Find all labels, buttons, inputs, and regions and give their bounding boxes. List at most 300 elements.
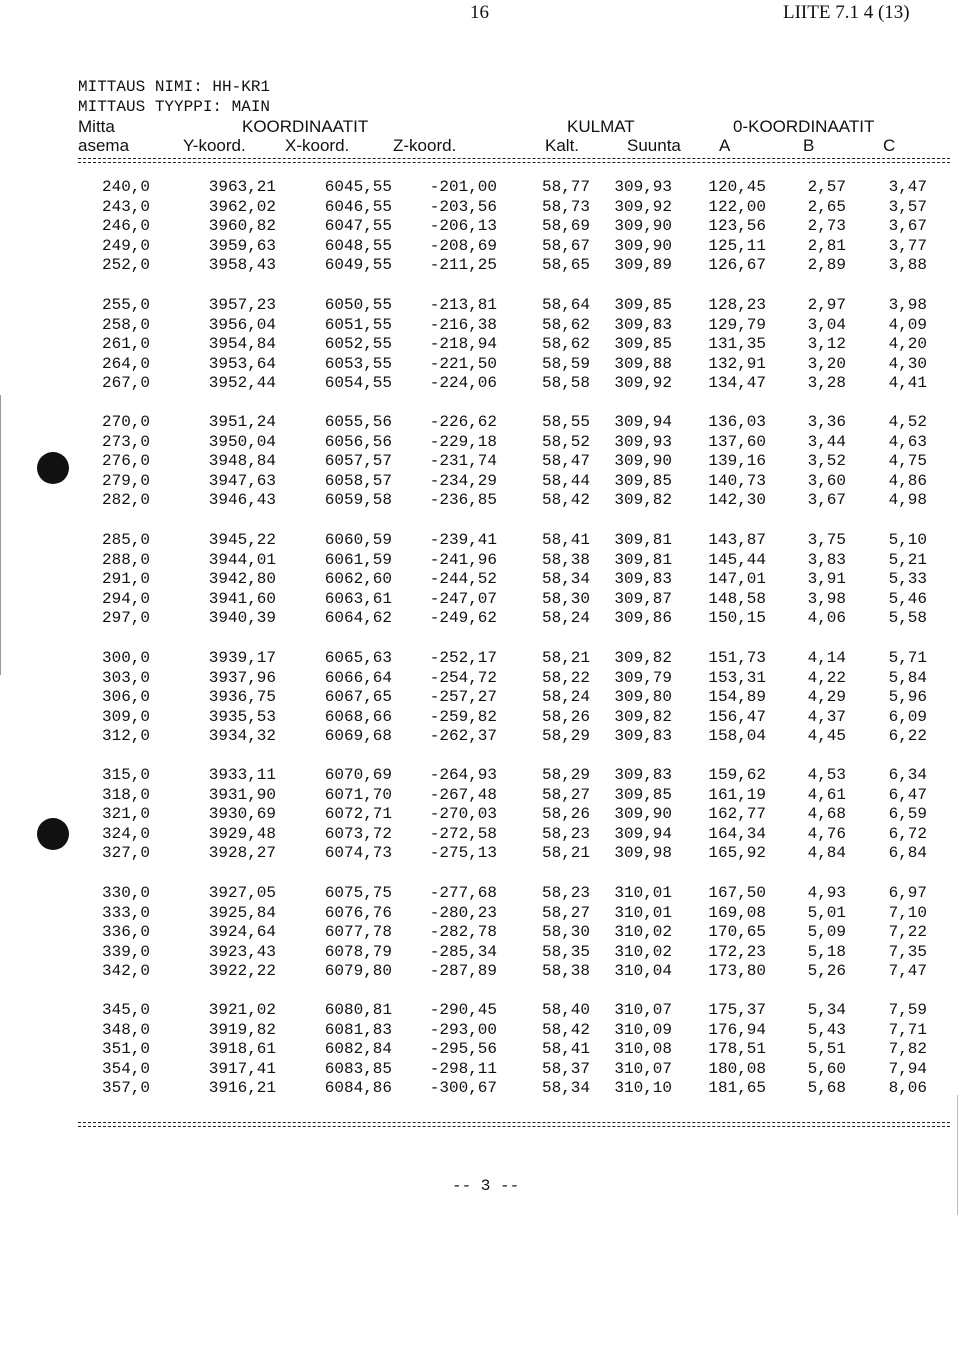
- cell-ykoord: 3953,64: [208, 354, 276, 373]
- cell-coord-a: 176,94: [708, 1020, 766, 1039]
- cell-xkoord: 6053,55: [324, 354, 392, 373]
- cell-asema: 303,0: [101, 668, 150, 687]
- cell-suunta: 309,90: [614, 217, 672, 236]
- cell-suunta: 310,08: [614, 1040, 672, 1059]
- col-head-mitta: Mitta: [78, 117, 115, 136]
- cell-asema: 240,0: [101, 178, 150, 196]
- cell-coord-b: 4,06: [807, 609, 846, 628]
- page-number: 16: [470, 2, 489, 23]
- cell-suunta: 309,93: [614, 178, 672, 196]
- cell-coord-a: 142,30: [708, 491, 766, 510]
- cell-zkoord: -244,52: [429, 570, 497, 589]
- cell-coord-a: 137,60: [708, 432, 766, 451]
- cell-xkoord: 6080,81: [324, 1001, 392, 1019]
- cell-coord-b: 4,22: [807, 668, 846, 687]
- cell-suunta: 309,82: [614, 649, 672, 667]
- cell-ykoord: 3923,43: [208, 942, 276, 961]
- cell-coord-b: 2,65: [807, 197, 846, 216]
- cell-suunta: 310,02: [614, 942, 672, 961]
- cell-coord-c: 4,41: [888, 374, 927, 393]
- cell-asema: 288,0: [101, 550, 150, 569]
- cell-xkoord: 6048,55: [324, 236, 392, 255]
- cell-coord-c: 6,34: [888, 766, 927, 784]
- cell-coord-a: 162,77: [708, 805, 766, 824]
- cell-kalt: 58,52: [541, 432, 590, 451]
- cell-suunta: 309,94: [614, 824, 672, 843]
- cell-zkoord: -264,93: [429, 766, 497, 784]
- cell-coord-b: 3,36: [807, 413, 846, 431]
- cell-xkoord: 6072,71: [324, 805, 392, 824]
- footer-page-label: -- 3 --: [452, 1177, 520, 1195]
- cell-kalt: 58,38: [541, 550, 590, 569]
- cell-zkoord: -275,13: [429, 844, 497, 863]
- cell-kalt: 58,64: [541, 296, 590, 314]
- appendix-label: LIITE 7.1 4 (13): [783, 2, 910, 23]
- cell-suunta: 309,83: [614, 766, 672, 784]
- cell-asema: 246,0: [101, 217, 150, 236]
- cell-coord-a: 136,03: [708, 413, 766, 431]
- cell-coord-b: 4,84: [807, 844, 846, 863]
- cell-coord-c: 7,47: [888, 962, 927, 981]
- cell-zkoord: -239,41: [429, 531, 497, 549]
- cell-ykoord: 3962,02: [208, 197, 276, 216]
- cell-coord-c: 5,21: [888, 550, 927, 569]
- cell-zkoord: -231,74: [429, 452, 497, 471]
- cell-coord-c: 4,30: [888, 354, 927, 373]
- cell-coord-a: 178,51: [708, 1040, 766, 1059]
- cell-ykoord: 3937,96: [208, 668, 276, 687]
- cell-ykoord: 3959,63: [208, 236, 276, 255]
- cell-zkoord: -241,96: [429, 550, 497, 569]
- cell-coord-b: 5,34: [807, 1001, 846, 1019]
- cell-xkoord: 6050,55: [324, 296, 392, 314]
- cell-suunta: 309,85: [614, 335, 672, 354]
- cell-suunta: 310,09: [614, 1020, 672, 1039]
- cell-zkoord: -285,34: [429, 942, 497, 961]
- cell-coord-b: 4,37: [807, 707, 846, 726]
- cell-suunta: 310,07: [614, 1059, 672, 1078]
- cell-coord-b: 4,76: [807, 824, 846, 843]
- cell-coord-b: 3,04: [807, 315, 846, 334]
- cell-asema: 279,0: [101, 471, 150, 490]
- cell-ykoord: 3935,53: [208, 707, 276, 726]
- cell-kalt: 58,34: [541, 570, 590, 589]
- cell-coord-b: 3,12: [807, 335, 846, 354]
- cell-coord-c: 7,94: [888, 1059, 927, 1078]
- cell-asema: 318,0: [101, 785, 150, 804]
- cell-coord-c: 7,59: [888, 1001, 927, 1019]
- cell-suunta: 309,83: [614, 315, 672, 334]
- cell-xkoord: 6063,61: [324, 589, 392, 608]
- cell-ykoord: 3919,82: [208, 1020, 276, 1039]
- cell-xkoord: 6074,73: [324, 844, 392, 863]
- footer-rule: [78, 1122, 950, 1127]
- col-head-xkoord: X-koord.: [285, 136, 350, 155]
- cell-ykoord: 3939,17: [208, 649, 276, 667]
- cell-coord-c: 3,77: [888, 236, 927, 255]
- cell-coord-a: 125,11: [708, 236, 766, 255]
- col-head-zkoord: Z-koord.: [393, 136, 457, 155]
- cell-asema: 330,0: [101, 884, 150, 902]
- cell-suunta: 309,90: [614, 236, 672, 255]
- cell-coord-c: 4,63: [888, 432, 927, 451]
- cell-kalt: 58,34: [541, 1079, 590, 1098]
- cell-ykoord: 3929,48: [208, 824, 276, 843]
- cell-coord-a: 153,31: [708, 668, 766, 687]
- cell-coord-c: 6,97: [888, 884, 927, 902]
- cell-coord-b: 5,60: [807, 1059, 846, 1078]
- cell-kalt: 58,40: [541, 1001, 590, 1019]
- cell-asema: 282,0: [101, 491, 150, 510]
- cell-xkoord: 6070,69: [324, 766, 392, 784]
- cell-coord-c: 6,59: [888, 805, 927, 824]
- cell-coord-c: 6,09: [888, 707, 927, 726]
- cell-coord-c: 5,96: [888, 688, 927, 707]
- cell-coord-c: 7,35: [888, 942, 927, 961]
- cell-zkoord: -282,78: [429, 923, 497, 942]
- cell-asema: 321,0: [101, 805, 150, 824]
- cell-asema: 306,0: [101, 688, 150, 707]
- cell-suunta: 310,01: [614, 903, 672, 922]
- cell-kalt: 58,73: [541, 197, 590, 216]
- cell-kalt: 58,27: [541, 785, 590, 804]
- cell-kalt: 58,58: [541, 374, 590, 393]
- cell-asema: 324,0: [101, 824, 150, 843]
- cell-xkoord: 6073,72: [324, 824, 392, 843]
- col-head-suunta: Suunta: [627, 136, 681, 155]
- cell-coord-c: 5,71: [888, 649, 927, 667]
- cell-coord-b: 5,51: [807, 1040, 846, 1059]
- cell-coord-b: 2,89: [807, 256, 846, 275]
- cell-suunta: 310,10: [614, 1079, 672, 1098]
- cell-coord-a: 147,01: [708, 570, 766, 589]
- cell-coord-c: 6,72: [888, 824, 927, 843]
- cell-asema: 276,0: [101, 452, 150, 471]
- cell-kalt: 58,67: [541, 236, 590, 255]
- cell-zkoord: -226,62: [429, 413, 497, 431]
- cell-coord-a: 175,37: [708, 1001, 766, 1019]
- cell-coord-b: 4,61: [807, 785, 846, 804]
- cell-suunta: 309,82: [614, 707, 672, 726]
- cell-coord-a: 140,73: [708, 471, 766, 490]
- cell-coord-c: 3,57: [888, 197, 927, 216]
- cell-ykoord: 3947,63: [208, 471, 276, 490]
- cell-kalt: 58,41: [541, 1040, 590, 1059]
- cell-asema: 249,0: [101, 236, 150, 255]
- binder-hole-bottom: [37, 818, 69, 850]
- cell-coord-b: 5,43: [807, 1020, 846, 1039]
- cell-asema: 273,0: [101, 432, 150, 451]
- cell-zkoord: -270,03: [429, 805, 497, 824]
- col-head-b: B: [803, 136, 815, 155]
- cell-xkoord: 6049,55: [324, 256, 392, 275]
- cell-suunta: 310,01: [614, 884, 672, 902]
- cell-kalt: 58,30: [541, 923, 590, 942]
- cell-xkoord: 6061,59: [324, 550, 392, 569]
- cell-coord-b: 3,83: [807, 550, 846, 569]
- cell-xkoord: 6056,56: [324, 432, 392, 451]
- cell-xkoord: 6045,55: [324, 178, 392, 196]
- cell-zkoord: -293,00: [429, 1020, 497, 1039]
- cell-coord-a: 148,58: [708, 589, 766, 608]
- cell-zkoord: -218,94: [429, 335, 497, 354]
- cell-zkoord: -254,72: [429, 668, 497, 687]
- cell-kalt: 58,29: [541, 727, 590, 746]
- cell-kalt: 58,26: [541, 707, 590, 726]
- cell-zkoord: -224,06: [429, 374, 497, 393]
- cell-xkoord: 6057,57: [324, 452, 392, 471]
- cell-coord-c: 7,10: [888, 903, 927, 922]
- scan-edge-right: [957, 1095, 958, 1215]
- cell-suunta: 309,82: [614, 491, 672, 510]
- header-rule: [78, 158, 950, 163]
- cell-ykoord: 3916,21: [208, 1079, 276, 1098]
- col-head-ykoord: Y-koord.: [183, 136, 246, 155]
- cell-ykoord: 3918,61: [208, 1040, 276, 1059]
- cell-coord-c: 6,47: [888, 785, 927, 804]
- cell-kalt: 58,42: [541, 1020, 590, 1039]
- cell-coord-b: 4,29: [807, 688, 846, 707]
- cell-suunta: 310,04: [614, 962, 672, 981]
- cell-ykoord: 3960,82: [208, 217, 276, 236]
- cell-zkoord: -221,50: [429, 354, 497, 373]
- cell-ykoord: 3928,27: [208, 844, 276, 863]
- cell-asema: 309,0: [101, 707, 150, 726]
- cell-coord-b: 3,91: [807, 570, 846, 589]
- cell-xkoord: 6077,78: [324, 923, 392, 942]
- cell-coord-c: 4,75: [888, 452, 927, 471]
- cell-xkoord: 6084,86: [324, 1079, 392, 1098]
- cell-suunta: 309,85: [614, 296, 672, 314]
- cell-xkoord: 6078,79: [324, 942, 392, 961]
- cell-kalt: 58,23: [541, 884, 590, 902]
- cell-ykoord: 3921,02: [208, 1001, 276, 1019]
- cell-zkoord: -298,11: [429, 1059, 497, 1078]
- cell-ykoord: 3936,75: [208, 688, 276, 707]
- cell-xkoord: 6064,62: [324, 609, 392, 628]
- cell-coord-a: 172,23: [708, 942, 766, 961]
- cell-xkoord: 6052,55: [324, 335, 392, 354]
- cell-kalt: 58,41: [541, 531, 590, 549]
- cell-coord-c: 7,71: [888, 1020, 927, 1039]
- cell-coord-b: 4,45: [807, 727, 846, 746]
- cell-ykoord: 3917,41: [208, 1059, 276, 1078]
- cell-ykoord: 3963,21: [208, 178, 276, 196]
- cell-kalt: 58,42: [541, 491, 590, 510]
- cell-ykoord: 3944,01: [208, 550, 276, 569]
- cell-suunta: 309,93: [614, 432, 672, 451]
- cell-suunta: 310,07: [614, 1001, 672, 1019]
- cell-suunta: 309,92: [614, 197, 672, 216]
- cell-coord-c: 3,98: [888, 296, 927, 314]
- cell-coord-c: 8,06: [888, 1079, 927, 1098]
- cell-suunta: 309,85: [614, 785, 672, 804]
- cell-ykoord: 3958,43: [208, 256, 276, 275]
- cell-xkoord: 6054,55: [324, 374, 392, 393]
- cell-kalt: 58,37: [541, 1059, 590, 1078]
- cell-asema: 300,0: [101, 649, 150, 667]
- cell-asema: 270,0: [101, 413, 150, 431]
- cell-coord-a: 132,91: [708, 354, 766, 373]
- cell-coord-a: 156,47: [708, 707, 766, 726]
- measurement-name: MITTAUS NIMI: HH-KR1: [78, 78, 271, 96]
- cell-coord-a: 173,80: [708, 962, 766, 981]
- cell-xkoord: 6047,55: [324, 217, 392, 236]
- cell-ykoord: 3951,24: [208, 413, 276, 431]
- cell-zkoord: -211,25: [429, 256, 497, 275]
- cell-suunta: 309,92: [614, 374, 672, 393]
- cell-suunta: 309,83: [614, 727, 672, 746]
- cell-coord-b: 5,26: [807, 962, 846, 981]
- cell-ykoord: 3931,90: [208, 785, 276, 804]
- cell-kalt: 58,21: [541, 649, 590, 667]
- cell-xkoord: 6062,60: [324, 570, 392, 589]
- cell-coord-c: 4,20: [888, 335, 927, 354]
- cell-asema: 252,0: [101, 256, 150, 275]
- cell-coord-a: 158,04: [708, 727, 766, 746]
- cell-suunta: 309,98: [614, 844, 672, 863]
- cell-asema: 327,0: [101, 844, 150, 863]
- cell-zkoord: -277,68: [429, 884, 497, 902]
- cell-zkoord: -203,56: [429, 197, 497, 216]
- cell-zkoord: -295,56: [429, 1040, 497, 1059]
- cell-kalt: 58,27: [541, 903, 590, 922]
- cell-coord-c: 3,88: [888, 256, 927, 275]
- cell-coord-b: 2,81: [807, 236, 846, 255]
- cell-kalt: 58,47: [541, 452, 590, 471]
- cell-ykoord: 3950,04: [208, 432, 276, 451]
- cell-coord-a: 165,92: [708, 844, 766, 863]
- cell-ykoord: 3957,23: [208, 296, 276, 314]
- cell-kalt: 58,24: [541, 609, 590, 628]
- cell-kalt: 58,62: [541, 335, 590, 354]
- cell-xkoord: 6083,85: [324, 1059, 392, 1078]
- cell-kalt: 58,59: [541, 354, 590, 373]
- cell-ykoord: 3924,64: [208, 923, 276, 942]
- cell-suunta: 309,86: [614, 609, 672, 628]
- cell-ykoord: 3925,84: [208, 903, 276, 922]
- cell-xkoord: 6066,64: [324, 668, 392, 687]
- cell-kalt: 58,38: [541, 962, 590, 981]
- cell-zkoord: -290,45: [429, 1001, 497, 1019]
- cell-zkoord: -216,38: [429, 315, 497, 334]
- cell-asema: 342,0: [101, 962, 150, 981]
- cell-asema: 315,0: [101, 766, 150, 784]
- cell-zkoord: -234,29: [429, 471, 497, 490]
- cell-zkoord: -262,37: [429, 727, 497, 746]
- cell-coord-b: 3,98: [807, 589, 846, 608]
- cell-zkoord: -280,23: [429, 903, 497, 922]
- col-head-c: C: [883, 136, 896, 155]
- cell-ykoord: 3933,11: [208, 766, 276, 784]
- cell-xkoord: 6058,57: [324, 471, 392, 490]
- cell-coord-a: 126,67: [708, 256, 766, 275]
- cell-suunta: 309,81: [614, 550, 672, 569]
- col-head-o-koordinaatit: 0-KOORDINAATIT: [733, 117, 875, 136]
- cell-suunta: 309,87: [614, 589, 672, 608]
- cell-xkoord: 6060,59: [324, 531, 392, 549]
- cell-coord-b: 3,67: [807, 491, 846, 510]
- cell-suunta: 310,02: [614, 923, 672, 942]
- col-head-kalt: Kalt.: [545, 136, 580, 155]
- cell-coord-b: 3,44: [807, 432, 846, 451]
- cell-zkoord: -201,00: [429, 178, 497, 196]
- cell-asema: 267,0: [101, 374, 150, 393]
- cell-coord-c: 5,10: [888, 531, 927, 549]
- cell-xkoord: 6082,84: [324, 1040, 392, 1059]
- cell-zkoord: -213,81: [429, 296, 497, 314]
- cell-zkoord: -287,89: [429, 962, 497, 981]
- cell-kalt: 58,77: [541, 178, 590, 196]
- cell-coord-b: 5,09: [807, 923, 846, 942]
- cell-asema: 294,0: [101, 589, 150, 608]
- measurement-type: MITTAUS TYYPPI: MAIN: [78, 98, 271, 116]
- cell-xkoord: 6069,68: [324, 727, 392, 746]
- cell-coord-c: 3,47: [888, 178, 927, 196]
- cell-kalt: 58,35: [541, 942, 590, 961]
- cell-suunta: 309,88: [614, 354, 672, 373]
- cell-asema: 297,0: [101, 609, 150, 628]
- cell-kalt: 58,55: [541, 413, 590, 431]
- cell-zkoord: -206,13: [429, 217, 497, 236]
- cell-coord-a: 154,89: [708, 688, 766, 707]
- cell-kalt: 58,23: [541, 824, 590, 843]
- cell-coord-a: 150,15: [708, 609, 766, 628]
- cell-ykoord: 3941,60: [208, 589, 276, 608]
- col-head-koordinaatit: KOORDINAATIT: [242, 117, 369, 136]
- cell-coord-a: 169,08: [708, 903, 766, 922]
- cell-coord-c: 4,86: [888, 471, 927, 490]
- cell-coord-a: 151,73: [708, 649, 766, 667]
- cell-kalt: 58,69: [541, 217, 590, 236]
- cell-ykoord: 3922,22: [208, 962, 276, 981]
- cell-coord-a: 122,00: [708, 197, 766, 216]
- cell-kalt: 58,24: [541, 688, 590, 707]
- cell-kalt: 58,44: [541, 471, 590, 490]
- cell-ykoord: 3956,04: [208, 315, 276, 334]
- cell-coord-a: 181,65: [708, 1079, 766, 1098]
- cell-suunta: 309,89: [614, 256, 672, 275]
- cell-suunta: 309,90: [614, 452, 672, 471]
- cell-asema: 348,0: [101, 1020, 150, 1039]
- cell-coord-a: 159,62: [708, 766, 766, 784]
- cell-coord-a: 161,19: [708, 785, 766, 804]
- cell-coord-b: 3,20: [807, 354, 846, 373]
- cell-xkoord: 6079,80: [324, 962, 392, 981]
- col-head-a: A: [719, 136, 731, 155]
- cell-zkoord: -208,69: [429, 236, 497, 255]
- cell-xkoord: 6065,63: [324, 649, 392, 667]
- cell-ykoord: 3927,05: [208, 884, 276, 902]
- cell-coord-c: 6,22: [888, 727, 927, 746]
- cell-coord-b: 2,73: [807, 217, 846, 236]
- cell-coord-b: 2,97: [807, 296, 846, 314]
- cell-coord-a: 129,79: [708, 315, 766, 334]
- cell-coord-a: 167,50: [708, 884, 766, 902]
- cell-coord-c: 4,09: [888, 315, 927, 334]
- cell-ykoord: 3930,69: [208, 805, 276, 824]
- cell-suunta: 309,90: [614, 805, 672, 824]
- cell-coord-a: 143,87: [708, 531, 766, 549]
- cell-xkoord: 6059,58: [324, 491, 392, 510]
- cell-ykoord: 3948,84: [208, 452, 276, 471]
- cell-xkoord: 6081,83: [324, 1020, 392, 1039]
- cell-coord-a: 120,45: [708, 178, 766, 196]
- cell-asema: 336,0: [101, 923, 150, 942]
- cell-coord-c: 5,46: [888, 589, 927, 608]
- cell-ykoord: 3954,84: [208, 335, 276, 354]
- cell-coord-a: 170,65: [708, 923, 766, 942]
